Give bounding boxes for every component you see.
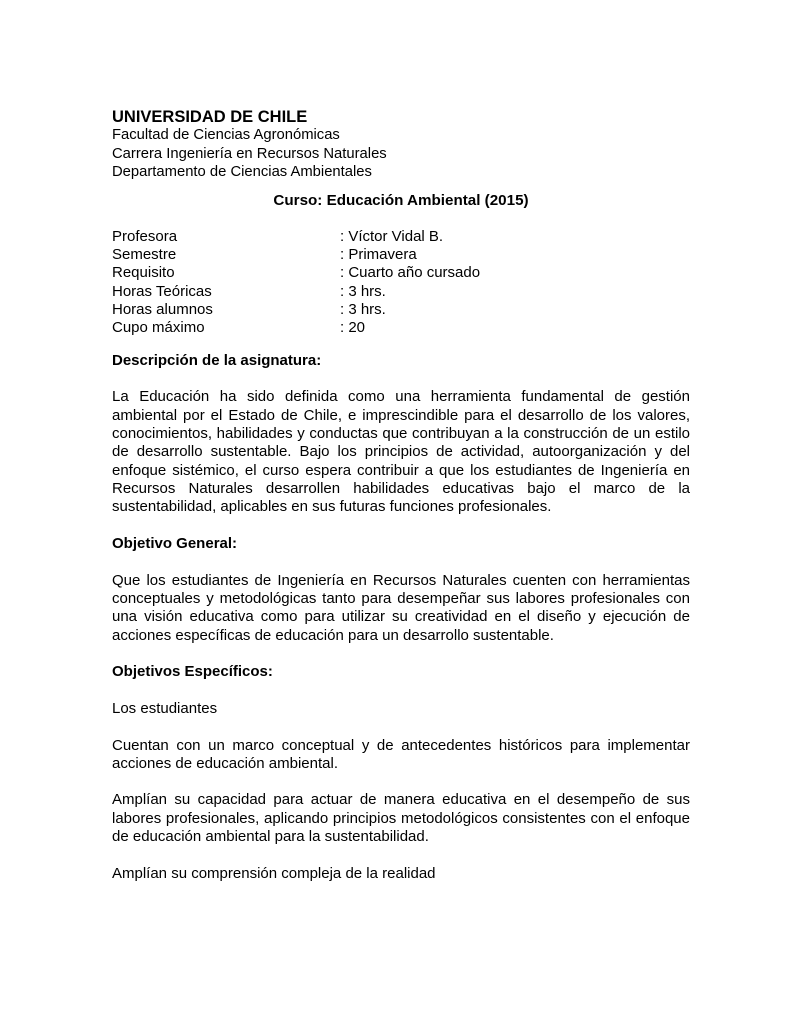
detail-row-semestre [112, 246, 690, 264]
detail-label: Cupo máximo [112, 319, 205, 337]
detail-row-horas-teoricas [112, 283, 690, 301]
university-name: UNIVERSIDAD DE CHILE [112, 108, 308, 126]
faculty-name: Facultad de Ciencias Agronómicas [112, 127, 340, 144]
detail-label: Requisito [112, 264, 175, 282]
detail-row-profesora [112, 228, 690, 246]
section-heading-descripcion: Descripción de la asignatura: [112, 351, 322, 369]
detail-label: Semestre [112, 245, 177, 263]
detail-row-cupo-maximo [112, 319, 690, 337]
detail-value: : Primavera [340, 245, 417, 263]
detail-value: : Cuarto año cursado [340, 264, 481, 282]
course-title: Curso: Educación Ambiental (2015) [273, 192, 529, 210]
section-heading-objetivos-especificos: Objetivos Específicos: [112, 663, 273, 681]
detail-value: : Víctor Vidal B. [340, 227, 444, 245]
detail-value: : 3 hrs. [340, 282, 386, 300]
detail-row-requisito [112, 264, 690, 282]
document-header [112, 108, 690, 181]
detail-row-horas-alumnos [112, 301, 690, 319]
detail-value: : 20 [340, 319, 366, 337]
detail-value: : 3 hrs. [340, 300, 386, 318]
career-name: Carrera Ingeniería en Recursos Naturales [112, 145, 387, 162]
paragraph-objetivo-especifico-3: Amplían su comprensión compleja de la realidad [112, 864, 436, 882]
section-heading-objetivo-general: Objetivo General: [112, 534, 238, 552]
department-name: Departamento de Ciencias Ambientales [112, 163, 372, 180]
paragraph-objetivo-general: Que los estudiantes de Ingeniería en Recursos Naturales cuenten con herramientas conceptuales y metodológicas tanto para desempeñar sus labores profesionales con una visión educativa como para utilizar su creatividad en el diseño y ejecución de acciones específicas de educación para un desarrollo sustentable. [112, 571, 690, 644]
paragraph-descripcion: La Educación ha sido definida como una herramienta fundamental de gestión ambiental por el Estado de Chile, e imprescindible para el desarrollo de los valores, conocimientos, habilidades y conductas que contribuyan a la construcción de un estilo de desarrollo sustentable. Bajo los principios de actividad, autoorganización y del enfoque sistémico, el curso espera contribuir a que los estudiantes de Ingeniería en Recursos Naturales desarrollen habilidades educativas bajo el marco de la sustentabilidad, aplicables en sus futuras funciones profesionales. [112, 388, 690, 516]
course-details-table [112, 228, 690, 338]
detail-label: Profesora [112, 227, 178, 245]
detail-label: Horas alumnos [112, 300, 213, 318]
paragraph-objetivo-especifico-2: Amplían su capacidad para actuar de manera educativa en el desempeño de sus labores profesionales, aplicando principios metodológicos consistentes con el enfoque de educación ambiental para la sustentabilidad. [112, 791, 690, 846]
paragraph-los-estudiantes: Los estudiantes [112, 699, 218, 717]
detail-label: Horas Teóricas [112, 282, 212, 300]
document-content [112, 108, 690, 883]
paragraph-objetivo-especifico-1: Cuentan con un marco conceptual y de antecedentes históricos para implementar acciones de educación ambiental. [112, 736, 690, 772]
